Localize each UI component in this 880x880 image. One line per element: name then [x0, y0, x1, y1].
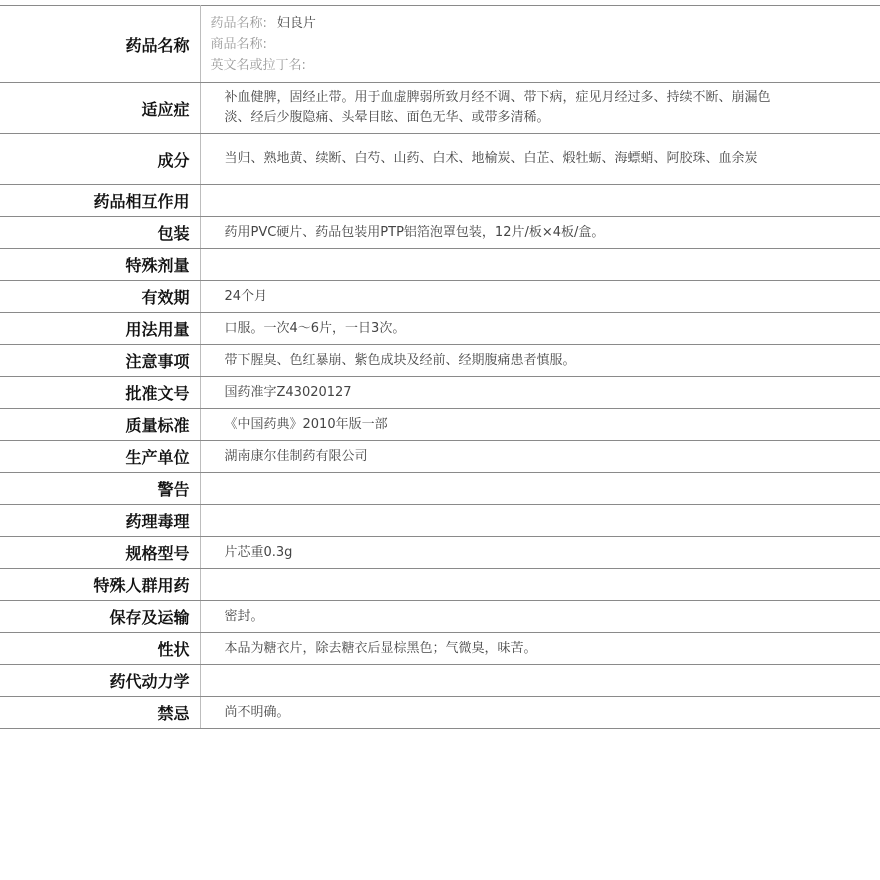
table-row — [0, 569, 880, 601]
row-label: 药代动力学 — [0, 665, 200, 697]
row-value: 密封。 — [200, 601, 880, 633]
drug-name-key: 药品名称: — [210, 15, 267, 31]
table-row — [0, 601, 880, 633]
english-name-key: 英文名或拉丁名: — [210, 57, 306, 73]
table-row — [0, 377, 880, 409]
row-label: 生产单位 — [0, 441, 200, 473]
row-value: 国药准字Z43020127 — [200, 377, 880, 409]
table-row — [0, 281, 880, 313]
row-value: 药用PVC硬片、药品包装用PTP铝箔泡罩包装，12片/板×4板/盒。 — [200, 217, 880, 249]
row-value: 补血健脾，固经止带。用于血虚脾弱所致月经不调、带下病，症见月经过多、持续不断、崩漏色淡、经后少腹隐痛、头晕目眩、面色无华、或带多清稀。 — [200, 83, 880, 134]
row-value — [200, 473, 880, 505]
row-label: 保存及运输 — [0, 601, 200, 633]
row-value: 口服。一次4～6片，一日3次。 — [200, 313, 880, 345]
table-row — [0, 313, 880, 345]
table-row — [0, 697, 880, 729]
row-value: 24个月 — [200, 281, 880, 313]
row-value — [200, 569, 880, 601]
table-row — [0, 633, 880, 665]
drug-name-value: 妇良片 — [276, 15, 316, 31]
row-value: 《中国药典》2010年版一部 — [200, 409, 880, 441]
row-value — [200, 185, 880, 217]
row-label: 性状 — [0, 633, 200, 665]
table-row — [0, 537, 880, 569]
table-row — [0, 345, 880, 377]
row-label: 警告 — [0, 473, 200, 505]
drug-info-table — [0, 5, 880, 729]
table-row — [0, 217, 880, 249]
row-label: 药理毒理 — [0, 505, 200, 537]
row-value — [200, 249, 880, 281]
row-label: 包装 — [0, 217, 200, 249]
drug-info-body — [0, 6, 880, 729]
row-label: 有效期 — [0, 281, 200, 313]
row-label: 成分 — [0, 134, 200, 185]
table-row — [0, 473, 880, 505]
row-label: 质量标准 — [0, 409, 200, 441]
row-label: 禁忌 — [0, 697, 200, 729]
row-value — [200, 505, 880, 537]
row-label: 特殊人群用药 — [0, 569, 200, 601]
row-label: 注意事项 — [0, 345, 200, 377]
row-value: 当归、熟地黄、续断、白芍、山药、白术、地榆炭、白芷、煅牡蛎、海螵蛸、阿胶珠、血余炭 — [200, 134, 880, 185]
row-value: 带下腥臭、色红暴崩、紫色成块及经前、经期腹痛患者慎服。 — [200, 345, 880, 377]
row-label: 用法用量 — [0, 313, 200, 345]
trade-name-key: 商品名称: — [210, 36, 267, 52]
table-row — [0, 409, 880, 441]
table-row — [0, 505, 880, 537]
row-value: 湖南康尔佳制药有限公司 — [200, 441, 880, 473]
row-value: 片芯重0.3g — [200, 537, 880, 569]
drug-name-line — [211, 13, 791, 34]
row-label: 特殊剂量 — [0, 249, 200, 281]
table-row — [0, 83, 880, 134]
drug-name-block — [200, 6, 880, 83]
row-value — [200, 665, 880, 697]
table-row — [0, 134, 880, 185]
trade-name-line — [211, 34, 791, 55]
row-value: 尚不明确。 — [200, 697, 880, 729]
row-label: 适应症 — [0, 83, 200, 134]
row-label: 规格型号 — [0, 537, 200, 569]
row-label: 批准文号 — [0, 377, 200, 409]
table-row — [0, 665, 880, 697]
table-row — [0, 249, 880, 281]
row-label: 药品相互作用 — [0, 185, 200, 217]
table-row — [0, 185, 880, 217]
english-name-line — [211, 55, 791, 76]
row-value: 本品为糖衣片，除去糖衣后显棕黑色；气微臭，味苦。 — [200, 633, 880, 665]
row-label-drug-name: 药品名称 — [0, 6, 200, 83]
table-row — [0, 441, 880, 473]
table-row-drug-name — [0, 6, 880, 83]
